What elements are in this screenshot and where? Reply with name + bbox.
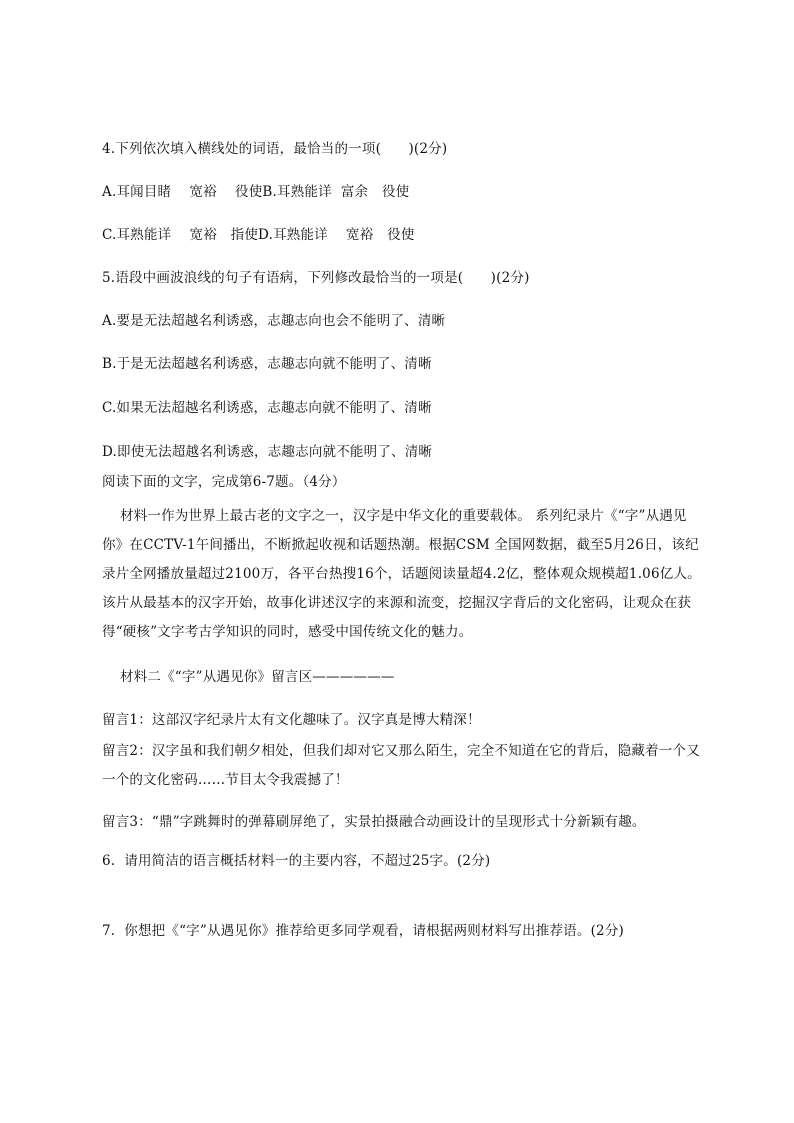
comment-3: 留言3：“鼎”字跳舞时的弹幕刷屏绝了，实景拍摄融合动画设计的呈现形式十分新颖有趣。 bbox=[102, 814, 646, 830]
question-5-option-b: B.于是无法超越名利诱惑，志趣志向就不能明了、清晰 bbox=[102, 356, 432, 372]
question-5-option-d: D.即使无法超越名利诱惑，志趣志向就不能明了、清晰 bbox=[102, 444, 433, 460]
question-5: 5.语段中画波浪线的句子有语病，下列修改最恰当的一项是( )(2分) bbox=[102, 270, 530, 286]
comment-1: 留言1：这部汉字纪录片太有文化趣味了。汉字真是博大精深！ bbox=[102, 712, 481, 728]
question-4-options-ab: A.耳闻目睹 宽裕 役使B.耳熟能详 富余 役使 bbox=[102, 184, 410, 200]
question-5-option-c: C.如果无法超越名利诱惑，志趣志向就不能明了、清晰 bbox=[102, 400, 432, 416]
material-one-paragraph: 材料一作为世界上最古老的文字之一，汉字是中华文化的重要载体。 系列纪录片《“字”从遇见你》在CCTV-1午间播出，不断掀起收视和话题热潮。根据CSM 全国网数据，截至5月26日，该纪录片全网播放量超过2100万，各平台热搜16个，话题阅读量超4.2亿，整体观众规模超1.06亿人。该片从最基本的汉字开始，故事化讲述汉字的来源和流变，挖掘汉字背后的文化密码，让观众在获得“硬核”文字考古学知识的同时，感受中国传统文化的魅力。 bbox=[102, 508, 701, 640]
comment-2: 留言2：汉字虽和我们朝夕相处，但我们却对它又那么陌生，完全不知道在它的背后，隐藏着一个又一个的文化密码……节目太令我震撼了！ bbox=[102, 743, 700, 788]
question-6: 6. 请用简洁的语言概括材料一的主要内容，不超过25字。(2分) bbox=[102, 853, 491, 869]
question-7: 7. 你想把《“字”从遇见你》推荐给更多同学观看，请根据两则材料写出推荐语。(2分) bbox=[102, 923, 624, 939]
question-4-options-cd: C.耳熟能详 宽裕 指使D.耳熟能详 宽裕 役使 bbox=[102, 227, 415, 243]
question-4: 4.下列依次填入横线处的词语，最恰当的一项( )(2分) bbox=[102, 141, 448, 157]
question-5-option-a: A.要是无法超越名利诱惑，志趣志向也会不能明了、清晰 bbox=[102, 313, 446, 329]
material-two-heading: 材料二《“字”从遇见你》留言区—————— bbox=[120, 669, 395, 685]
reading-intro: 阅读下面的文字，完成第6-7题。（4分） bbox=[102, 474, 346, 490]
